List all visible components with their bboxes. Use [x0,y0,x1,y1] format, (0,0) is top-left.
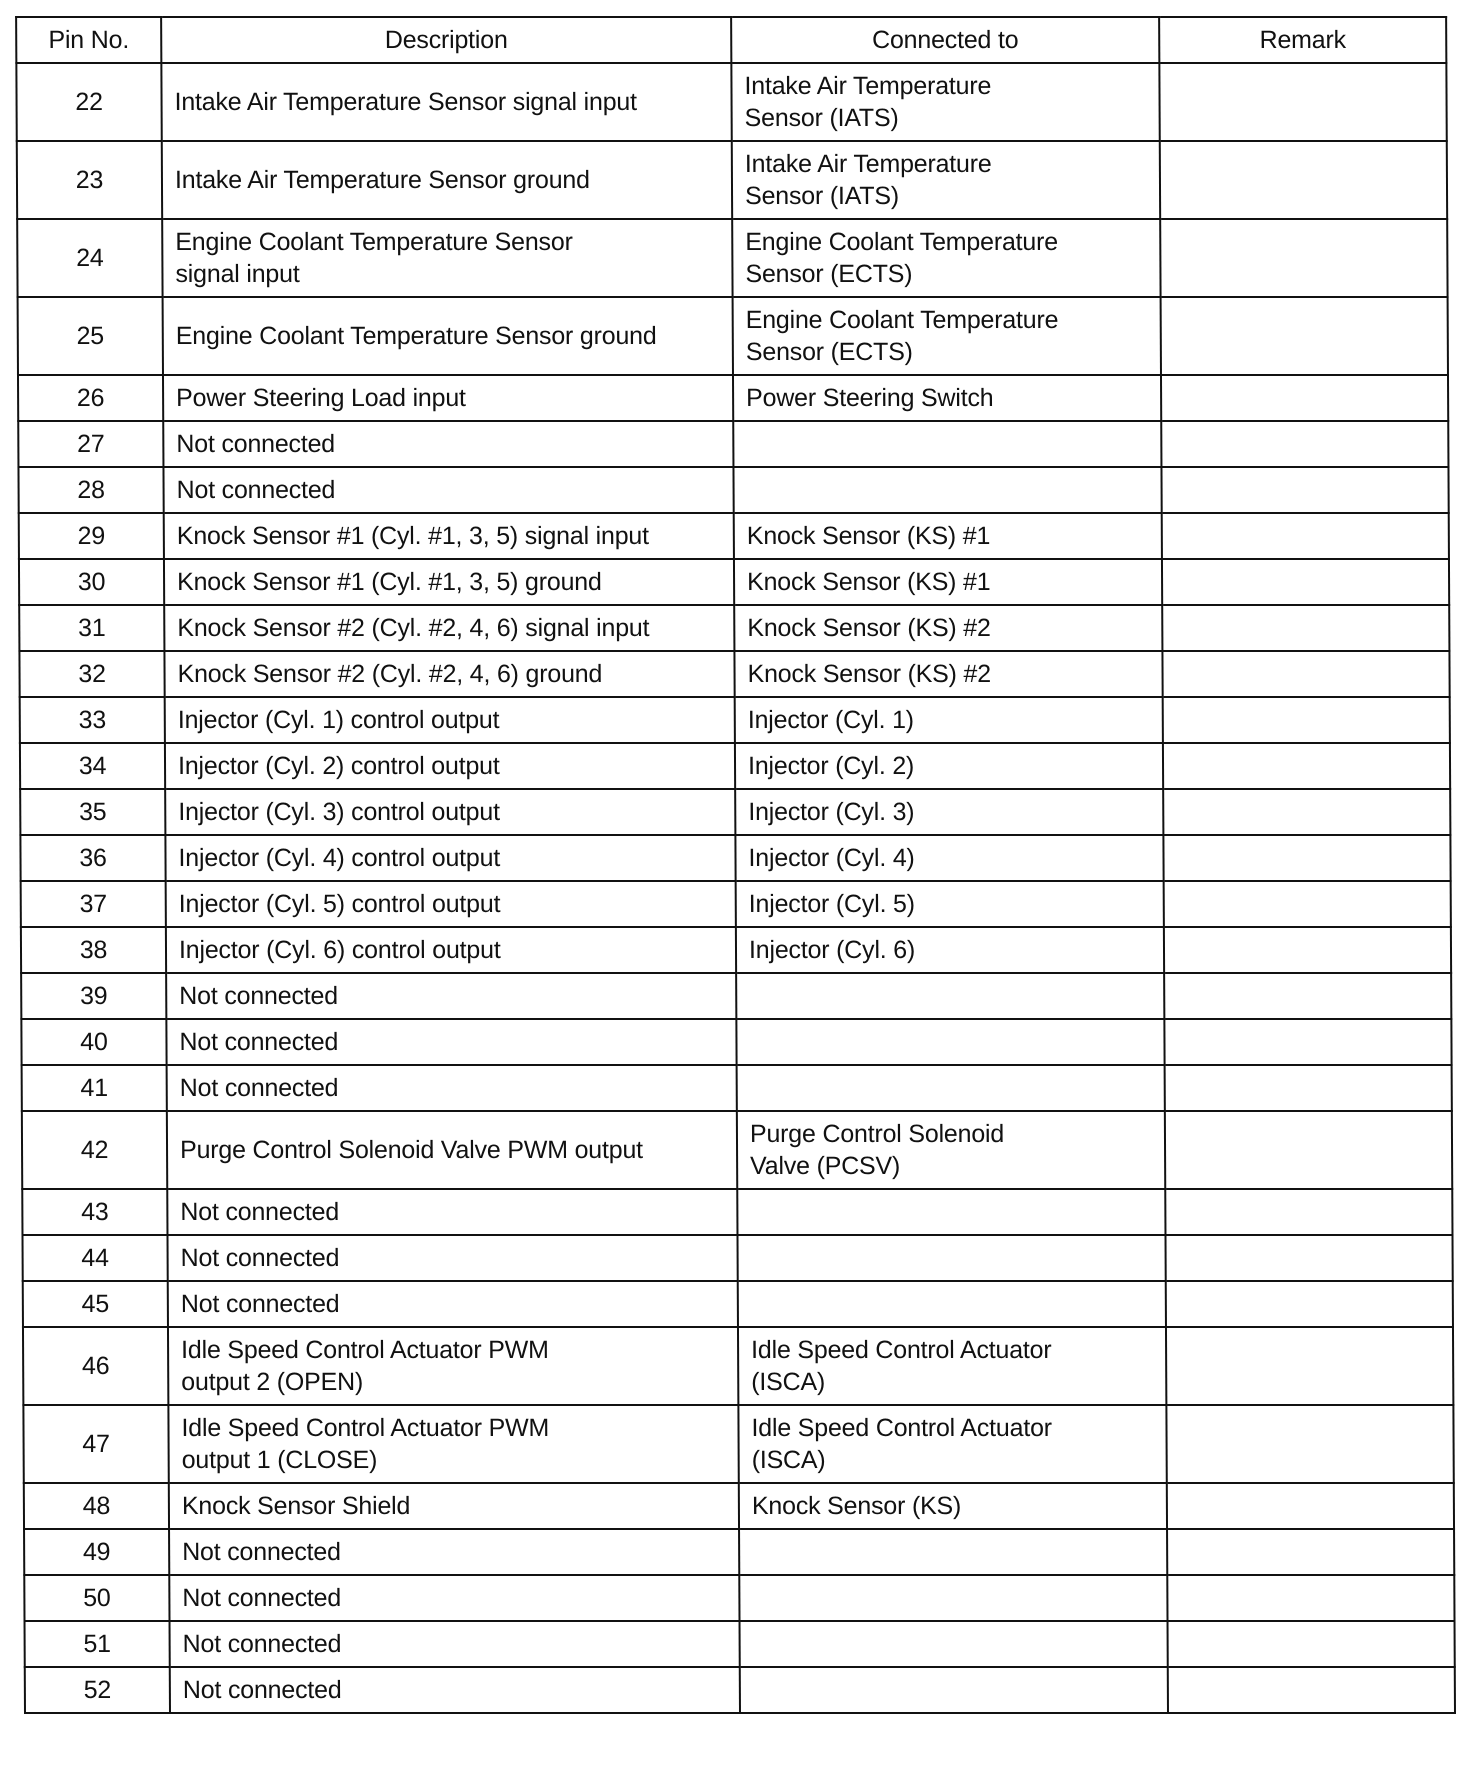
remark-cell [1161,375,1448,421]
connected-to-line: Sensor (IATS) [744,182,900,210]
pin-number-cell: 39 [21,973,166,1019]
table-row [20,743,1450,789]
connected-to-line: Sensor (IATS) [744,104,899,132]
pin-number-cell: 29 [19,513,164,559]
connected-to-cell [733,375,1161,421]
description-line: Idle Speed Control Actuator PWM [181,1414,550,1442]
description-line: Injector (Cyl. 6) control output [178,936,501,964]
connected-to-cell [735,697,1163,743]
pin-number-cell: 33 [20,697,165,743]
description-line: Not connected [182,1630,342,1658]
connected-to-line: Sensor (ECTS) [745,338,913,366]
connected-to-cell [740,1621,1168,1667]
table-row [19,651,1449,697]
header-row [16,17,1446,63]
connected-to-line: Intake Air Temperature [744,72,992,100]
table-row [18,421,1448,467]
description-cell [166,1019,736,1065]
pin-assignment-table [15,16,1456,1714]
remark-cell [1165,1235,1452,1281]
pin-number-cell: 24 [17,219,162,297]
table-row [19,513,1449,559]
connected-to-line: (ISCA) [751,1368,826,1396]
description-cell [163,375,733,421]
table-row [19,559,1449,605]
description-line: Not connected [180,1244,340,1272]
table-row [18,297,1448,375]
table-row [22,1189,1452,1235]
description-cell [166,973,736,1019]
description-cell [164,651,734,697]
description-line: Purge Control Solenoid Valve PWM output [179,1136,643,1164]
table-row [22,1111,1452,1189]
description-line: Idle Speed Control Actuator PWM [181,1336,549,1364]
description-line: Not connected [176,476,336,504]
connected-to-cell [738,1281,1166,1327]
connected-to-cell [739,1575,1167,1621]
description-line: output 1 (CLOSE) [181,1446,378,1474]
connected-to-cell [731,63,1159,141]
connected-to-cell [734,559,1162,605]
remark-cell [1164,1019,1451,1065]
connected-to-line: Engine Coolant Temperature [745,228,1058,256]
description-line: Not connected [179,1028,339,1056]
connected-to-cell [737,1065,1165,1111]
description-line: output 2 (OPEN) [181,1368,364,1396]
description-line: Not connected [176,430,336,458]
description-cell [168,1281,738,1327]
description-cell [166,881,736,927]
table-row [25,1621,1455,1667]
description-line: Knock Sensor #2 (Cyl. #2, 4, 6) signal input [177,614,650,642]
table-body [16,63,1455,1713]
connected-to-cell [732,219,1160,297]
remark-cell [1160,141,1447,219]
description-line: Power Steering Load input [176,384,466,412]
connected-to-line: Power Steering Switch [746,384,994,412]
table-row [22,1235,1452,1281]
pin-number-cell: 23 [17,141,162,219]
table-row [19,605,1449,651]
connected-to-cell [735,743,1163,789]
connected-to-line: Sensor (ECTS) [745,260,913,288]
remark-cell [1165,1065,1452,1111]
remark-cell [1164,881,1451,927]
remark-cell [1163,835,1450,881]
remark-cell [1160,219,1447,297]
pin-number-cell: 25 [18,297,163,375]
remark-cell [1165,1111,1452,1189]
description-cell [169,1483,739,1529]
remark-cell [1163,743,1450,789]
description-line: Injector (Cyl. 1) control output [177,706,500,734]
pin-number-cell: 51 [25,1621,170,1667]
connected-to-line: Knock Sensor (KS) [751,1492,962,1520]
description-cell [162,219,732,297]
table-row [16,63,1446,141]
connected-to-cell [740,1667,1168,1713]
table-row [23,1405,1453,1483]
connected-to-cell [739,1529,1167,1575]
connected-to-line: Idle Speed Control Actuator [751,1336,1052,1364]
pin-number-cell: 36 [20,835,165,881]
remark-cell [1168,1667,1455,1713]
pin-number-cell: 49 [24,1529,169,1575]
pin-number-cell: 27 [18,421,163,467]
description-cell [168,1405,738,1483]
connected-to-cell [737,1189,1165,1235]
remark-cell [1166,1281,1453,1327]
description-line: Knock Sensor #2 (Cyl. #2, 4, 6) ground [177,660,603,688]
description-line: Intake Air Temperature Sensor ground [174,166,590,194]
description-line: Not connected [180,1290,340,1318]
table-header [16,17,1446,63]
remark-cell [1162,559,1449,605]
connected-to-cell [736,1019,1164,1065]
connected-to-cell [737,1235,1165,1281]
table-row [20,789,1450,835]
connected-to-line: Valve (PCSV) [750,1152,901,1180]
header-remark: Remark [1159,17,1446,63]
header-description: Description [161,17,731,63]
table-row [25,1667,1455,1713]
pin-number-cell: 46 [23,1327,168,1405]
pin-number-cell: 40 [21,1019,166,1065]
description-cell [164,605,734,651]
remark-cell [1166,1405,1453,1483]
description-cell [163,297,733,375]
remark-cell [1163,697,1450,743]
pin-number-cell: 31 [19,605,164,651]
table-row [21,973,1451,1019]
remark-cell [1167,1529,1454,1575]
description-line: Injector (Cyl. 4) control output [178,844,501,872]
connected-to-line: Engine Coolant Temperature [745,306,1059,334]
remark-cell [1167,1483,1454,1529]
description-line: Not connected [179,1074,339,1102]
pin-number-cell: 48 [24,1483,169,1529]
pin-number-cell: 34 [20,743,165,789]
remark-cell [1159,63,1446,141]
connected-to-cell [734,605,1162,651]
description-line: Not connected [182,1584,342,1612]
remark-cell [1164,973,1451,1019]
table-row [23,1281,1453,1327]
description-line: Not connected [180,1198,340,1226]
connected-to-cell [733,421,1161,467]
pin-number-cell: 45 [23,1281,168,1327]
description-line: Knock Sensor #1 (Cyl. #1, 3, 5) signal input [176,522,649,550]
remark-cell [1167,1575,1454,1621]
description-line: Knock Sensor #1 (Cyl. #1, 3, 5) ground [176,568,602,596]
description-line: Injector (Cyl. 5) control output [178,890,501,918]
connected-to-line: Injector (Cyl. 5) [748,890,915,918]
description-cell [168,1327,738,1405]
table-row [18,467,1448,513]
connected-to-cell [735,789,1163,835]
connected-to-line: (ISCA) [751,1446,826,1474]
table-row [18,375,1448,421]
description-cell [169,1575,739,1621]
pin-number-cell: 41 [22,1065,167,1111]
description-cell [167,1235,737,1281]
connected-to-line: Injector (Cyl. 6) [748,936,916,964]
header-pin-no: Pin No. [16,17,161,63]
table-row [23,1327,1453,1405]
connected-to-line: Injector (Cyl. 3) [748,798,915,826]
pin-number-cell: 50 [24,1575,169,1621]
table-row [22,1065,1452,1111]
table-row [17,219,1447,297]
pin-number-cell: 35 [20,789,165,835]
table-row [21,1019,1451,1065]
description-line: Injector (Cyl. 2) control output [177,752,500,780]
connected-to-line: Intake Air Temperature [744,150,992,178]
remark-cell [1161,467,1448,513]
table-row [24,1529,1454,1575]
description-cell [161,63,731,141]
remark-cell [1161,297,1448,375]
description-line: Not connected [179,982,338,1010]
description-cell [169,1529,739,1575]
connected-to-cell [737,1111,1165,1189]
connected-to-line: Knock Sensor (KS) #2 [747,660,991,688]
pin-number-cell: 44 [22,1235,167,1281]
connected-to-line: Knock Sensor (KS) #1 [746,522,991,550]
table-row [21,927,1451,973]
table-row [24,1575,1454,1621]
table-row [24,1483,1454,1529]
description-line: Knock Sensor Shield [181,1492,411,1520]
connected-to-cell [736,881,1164,927]
connected-to-cell [735,835,1163,881]
connected-to-line: Injector (Cyl. 2) [747,752,915,780]
connected-to-cell [738,1327,1166,1405]
description-cell [170,1667,740,1713]
table-row [20,835,1450,881]
description-cell [166,927,736,973]
description-line: Intake Air Temperature Sensor signal input [174,88,637,116]
description-cell [164,559,734,605]
connected-to-cell [733,467,1161,513]
description-line: Not connected [182,1676,342,1704]
pin-number-cell: 37 [21,881,166,927]
description-line: Engine Coolant Temperature Sensor ground [175,322,657,350]
description-line: Engine Coolant Temperature Sensor [175,228,573,256]
connected-to-cell [739,1483,1167,1529]
description-cell [165,743,735,789]
description-cell [162,141,732,219]
description-cell [167,1189,737,1235]
remark-cell [1162,513,1449,559]
table-row [17,141,1447,219]
connected-to-line: Injector (Cyl. 4) [748,844,915,872]
description-cell [167,1111,737,1189]
connected-to-cell [736,973,1164,1019]
remark-cell [1163,789,1450,835]
pin-number-cell: 32 [19,651,164,697]
remark-cell [1164,927,1451,973]
pin-number-cell: 47 [23,1405,168,1483]
pin-number-cell: 52 [25,1667,170,1713]
description-line: signal input [175,260,300,288]
connected-to-cell [733,297,1161,375]
connected-to-cell [736,927,1164,973]
connected-to-cell [734,513,1162,559]
pin-number-cell: 26 [18,375,163,421]
description-cell [165,697,735,743]
description-line: Injector (Cyl. 3) control output [178,798,500,826]
connected-to-line: Knock Sensor (KS) #1 [746,568,991,596]
description-cell [163,467,733,513]
connected-to-cell [732,141,1160,219]
connected-to-cell [738,1405,1166,1483]
description-cell [167,1065,737,1111]
remark-cell [1165,1189,1452,1235]
pin-number-cell: 22 [16,63,161,141]
description-line: Not connected [182,1538,341,1566]
connected-to-line: Purge Control Solenoid [749,1120,1005,1148]
table-row [20,697,1450,743]
pin-number-cell: 43 [22,1189,167,1235]
description-cell [165,835,735,881]
connected-to-line: Idle Speed Control Actuator [751,1414,1052,1442]
remark-cell [1162,605,1449,651]
remark-cell [1162,651,1449,697]
connected-to-line: Injector (Cyl. 1) [747,706,914,734]
pin-number-cell: 42 [22,1111,167,1189]
pin-number-cell: 30 [19,559,164,605]
pin-number-cell: 38 [21,927,166,973]
description-cell [165,789,735,835]
connected-to-cell [734,651,1162,697]
description-cell [164,513,734,559]
header-connected-to: Connected to [731,17,1159,63]
pin-number-cell: 28 [18,467,163,513]
connected-to-line: Knock Sensor (KS) #2 [747,614,991,642]
table-row [21,881,1451,927]
remark-cell [1161,421,1448,467]
description-cell [170,1621,740,1667]
remark-cell [1168,1621,1455,1667]
description-cell [163,421,733,467]
remark-cell [1166,1327,1453,1405]
